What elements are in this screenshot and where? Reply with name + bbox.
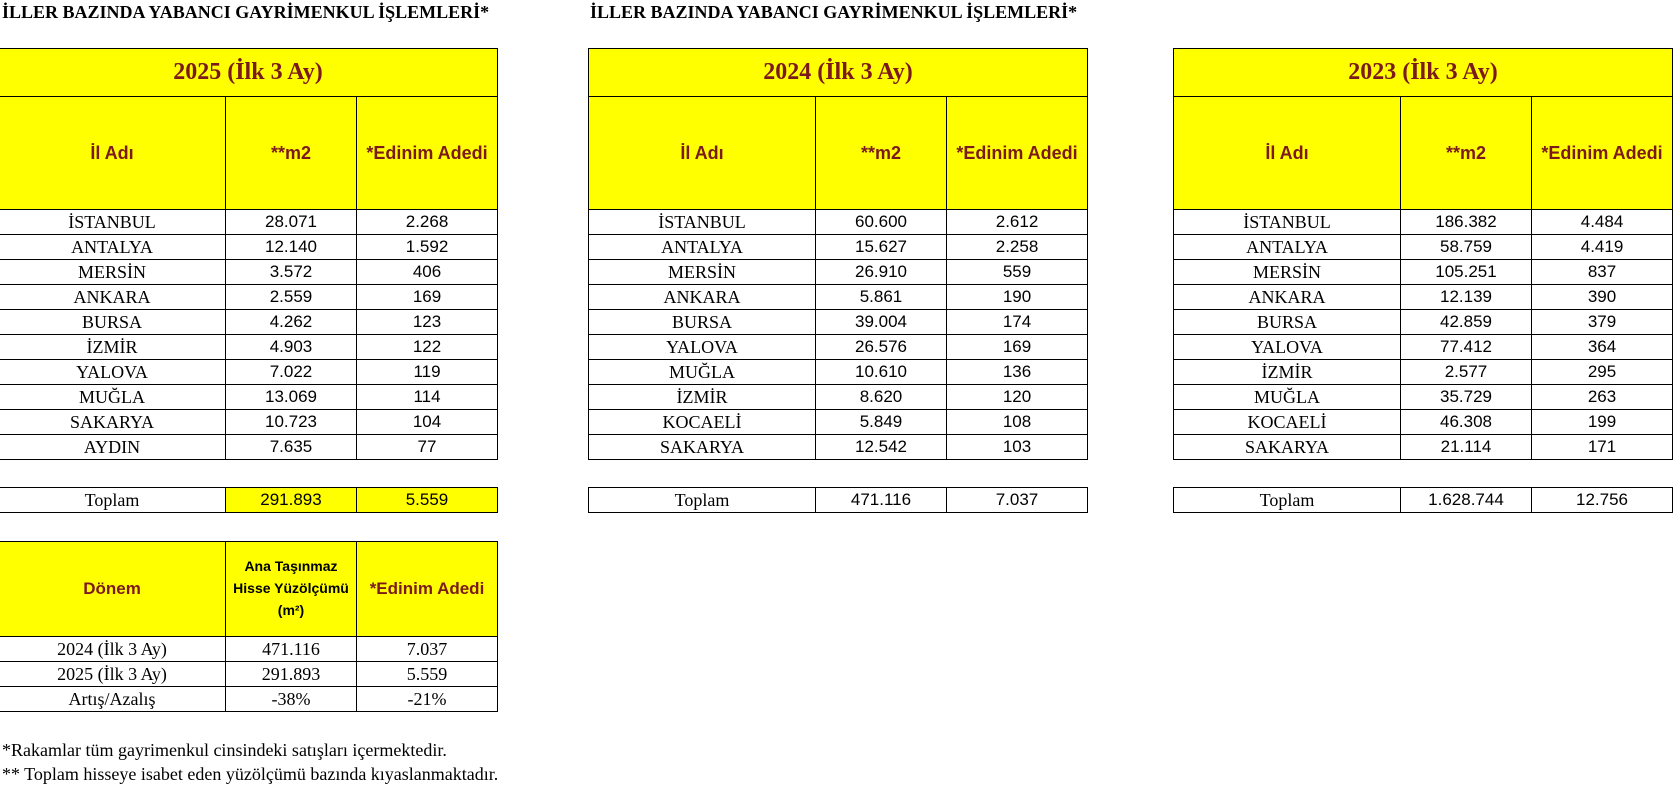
area-cell: 42.859 xyxy=(1401,310,1532,335)
count-cell: 77 xyxy=(357,435,498,460)
count-cell: 295 xyxy=(1532,360,1673,385)
total-area: 471.116 xyxy=(816,488,947,513)
province-cell: İZMİR xyxy=(0,335,226,360)
table-row xyxy=(1174,285,1673,310)
count-cell: 5.559 xyxy=(357,662,498,687)
area-cell: 58.759 xyxy=(1401,235,1532,260)
area-cell: 60.600 xyxy=(816,210,947,235)
province-cell: MUĞLA xyxy=(0,385,226,410)
table-row xyxy=(589,210,1088,235)
table-2024-total xyxy=(588,487,1088,513)
count-cell: 263 xyxy=(1532,385,1673,410)
table-row xyxy=(0,410,498,435)
col-header-area: **m2 xyxy=(816,97,947,210)
province-cell: İSTANBUL xyxy=(1174,210,1401,235)
count-cell: 199 xyxy=(1532,410,1673,435)
province-cell: BURSA xyxy=(1174,310,1401,335)
area-cell: 4.262 xyxy=(226,310,357,335)
table-row xyxy=(589,285,1088,310)
province-cell: ANKARA xyxy=(589,285,816,310)
count-cell: 406 xyxy=(357,260,498,285)
table-row xyxy=(589,360,1088,385)
table-row xyxy=(1174,360,1673,385)
area-cell: 10.723 xyxy=(226,410,357,435)
area-cell: 3.572 xyxy=(226,260,357,285)
province-cell: KOCAELİ xyxy=(589,410,816,435)
table-title: 2023 (İlk 3 Ay) xyxy=(1174,49,1673,97)
area-cell: 46.308 xyxy=(1401,410,1532,435)
table-row xyxy=(1174,410,1673,435)
count-cell: -21% xyxy=(357,687,498,712)
area-cell: 5.861 xyxy=(816,285,947,310)
count-cell: 104 xyxy=(357,410,498,435)
col-header-province: İl Adı xyxy=(0,97,226,210)
area-cell: 26.576 xyxy=(816,335,947,360)
total-label: Toplam xyxy=(589,488,816,513)
count-cell: 120 xyxy=(947,385,1088,410)
comparison-row xyxy=(0,687,498,712)
table-row xyxy=(589,385,1088,410)
col-header-area: **m2 xyxy=(1401,97,1532,210)
province-cell: İSTANBUL xyxy=(589,210,816,235)
area-cell: 2.559 xyxy=(226,285,357,310)
count-cell: 169 xyxy=(357,285,498,310)
comparison-row xyxy=(0,662,498,687)
count-cell: 390 xyxy=(1532,285,1673,310)
count-cell: 103 xyxy=(947,435,1088,460)
table-row xyxy=(589,410,1088,435)
table-2025 xyxy=(0,48,498,460)
page-heading-right: İLLER BAZINDA YABANCI GAYRİMENKUL İŞLEMLERİ* xyxy=(590,2,1078,22)
area-cell: 15.627 xyxy=(816,235,947,260)
footnote-1: *Rakamlar tüm gayrimenkul cinsindeki satışları içermektedir. xyxy=(2,740,447,760)
area-cell: 471.116 xyxy=(226,637,357,662)
table-row xyxy=(589,235,1088,260)
province-cell: KOCAELİ xyxy=(1174,410,1401,435)
area-cell: 4.903 xyxy=(226,335,357,360)
count-cell: 2.612 xyxy=(947,210,1088,235)
area-cell: 12.139 xyxy=(1401,285,1532,310)
period-cell: 2025 (İlk 3 Ay) xyxy=(0,662,226,687)
area-cell: 13.069 xyxy=(226,385,357,410)
province-cell: SAKARYA xyxy=(1174,435,1401,460)
area-cell: 39.004 xyxy=(816,310,947,335)
count-cell: 7.037 xyxy=(357,637,498,662)
area-cell: 21.114 xyxy=(1401,435,1532,460)
table-row xyxy=(589,335,1088,360)
table-body xyxy=(1174,210,1673,460)
table-row xyxy=(0,285,498,310)
col-header-province: İl Adı xyxy=(589,97,816,210)
area-cell: 7.635 xyxy=(226,435,357,460)
table-row xyxy=(0,335,498,360)
count-cell: 169 xyxy=(947,335,1088,360)
area-cell: 35.729 xyxy=(1401,385,1532,410)
count-cell: 837 xyxy=(1532,260,1673,285)
province-cell: MERSİN xyxy=(1174,260,1401,285)
count-cell: 4.419 xyxy=(1532,235,1673,260)
table-row xyxy=(1174,335,1673,360)
area-cell: 26.910 xyxy=(816,260,947,285)
table-row xyxy=(1174,435,1673,460)
total-label: Toplam xyxy=(1174,488,1401,513)
province-cell: ANKARA xyxy=(1174,285,1401,310)
area-cell: 2.577 xyxy=(1401,360,1532,385)
count-cell: 2.258 xyxy=(947,235,1088,260)
total-count: 12.756 xyxy=(1532,488,1673,513)
area-cell: 10.610 xyxy=(816,360,947,385)
area-cell: 77.412 xyxy=(1401,335,1532,360)
total-area: 291.893 xyxy=(226,488,357,513)
province-cell: MUĞLA xyxy=(589,360,816,385)
table-2023 xyxy=(1173,48,1673,460)
province-cell: ANTALYA xyxy=(589,235,816,260)
col-header-count: *Edinim Adedi xyxy=(1532,97,1673,210)
table-row xyxy=(1174,385,1673,410)
area-cell: 5.849 xyxy=(816,410,947,435)
table-row xyxy=(1174,260,1673,285)
count-cell: 1.592 xyxy=(357,235,498,260)
table-row xyxy=(0,310,498,335)
count-cell: 119 xyxy=(357,360,498,385)
col-header-area: **m2 xyxy=(226,97,357,210)
table-title: 2025 (İlk 3 Ay) xyxy=(0,49,498,97)
table-row xyxy=(1174,235,1673,260)
period-cell: Artış/Azalış xyxy=(0,687,226,712)
count-cell: 2.268 xyxy=(357,210,498,235)
province-cell: ANKARA xyxy=(0,285,226,310)
table-row xyxy=(0,360,498,385)
table-body xyxy=(589,210,1088,460)
province-cell: BURSA xyxy=(0,310,226,335)
total-label: Toplam xyxy=(0,488,226,513)
province-cell: SAKARYA xyxy=(589,435,816,460)
table-row xyxy=(0,385,498,410)
table-row xyxy=(1174,310,1673,335)
total-area: 1.628.744 xyxy=(1401,488,1532,513)
table-row xyxy=(589,310,1088,335)
province-cell: YALOVA xyxy=(589,335,816,360)
area-cell: 186.382 xyxy=(1401,210,1532,235)
province-cell: İZMİR xyxy=(1174,360,1401,385)
table-row xyxy=(589,260,1088,285)
col-header-count: *Edinim Adedi xyxy=(357,542,498,637)
count-cell: 379 xyxy=(1532,310,1673,335)
table-2023-total xyxy=(1173,487,1673,513)
count-cell: 123 xyxy=(357,310,498,335)
table-2024 xyxy=(588,48,1088,460)
col-header-count: *Edinim Adedi xyxy=(357,97,498,210)
province-cell: SAKARYA xyxy=(0,410,226,435)
province-cell: İZMİR xyxy=(589,385,816,410)
count-cell: 171 xyxy=(1532,435,1673,460)
area-cell: 28.071 xyxy=(226,210,357,235)
table-row xyxy=(589,435,1088,460)
col-header-count: *Edinim Adedi xyxy=(947,97,1088,210)
area-cell: -38% xyxy=(226,687,357,712)
count-cell: 190 xyxy=(947,285,1088,310)
count-cell: 559 xyxy=(947,260,1088,285)
province-cell: İSTANBUL xyxy=(0,210,226,235)
province-cell: BURSA xyxy=(589,310,816,335)
province-cell: ANTALYA xyxy=(1174,235,1401,260)
area-cell: 12.542 xyxy=(816,435,947,460)
area-cell: 12.140 xyxy=(226,235,357,260)
table-2025-total xyxy=(0,487,498,513)
comparison-row xyxy=(0,637,498,662)
count-cell: 114 xyxy=(357,385,498,410)
comparison-table xyxy=(0,541,498,712)
footnote-2: ** Toplam hisseye isabet eden yüzölçümü bazında kıyaslanmaktadır. xyxy=(2,764,499,784)
table-row xyxy=(1174,210,1673,235)
table-row xyxy=(0,260,498,285)
province-cell: MUĞLA xyxy=(1174,385,1401,410)
comparison-body xyxy=(0,637,498,712)
province-cell: YALOVA xyxy=(0,360,226,385)
total-count: 7.037 xyxy=(947,488,1088,513)
total-count: 5.559 xyxy=(357,488,498,513)
area-cell: 291.893 xyxy=(226,662,357,687)
table-body xyxy=(0,210,498,460)
province-cell: MERSİN xyxy=(589,260,816,285)
count-cell: 108 xyxy=(947,410,1088,435)
province-cell: MERSİN xyxy=(0,260,226,285)
table-row xyxy=(0,235,498,260)
count-cell: 4.484 xyxy=(1532,210,1673,235)
count-cell: 364 xyxy=(1532,335,1673,360)
province-cell: YALOVA xyxy=(1174,335,1401,360)
count-cell: 122 xyxy=(357,335,498,360)
period-cell: 2024 (İlk 3 Ay) xyxy=(0,637,226,662)
area-cell: 7.022 xyxy=(226,360,357,385)
count-cell: 174 xyxy=(947,310,1088,335)
col-header-period: Dönem xyxy=(0,542,226,637)
table-row xyxy=(0,210,498,235)
area-cell: 105.251 xyxy=(1401,260,1532,285)
page-heading-left: İLLER BAZINDA YABANCI GAYRİMENKUL İŞLEMLERİ* xyxy=(2,2,490,22)
area-cell: 8.620 xyxy=(816,385,947,410)
table-row xyxy=(0,435,498,460)
province-cell: AYDIN xyxy=(0,435,226,460)
province-cell: ANTALYA xyxy=(0,235,226,260)
count-cell: 136 xyxy=(947,360,1088,385)
table-title: 2024 (İlk 3 Ay) xyxy=(589,49,1088,97)
col-header-main-area: Ana Taşınmaz Hisse Yüzölçümü (m²) xyxy=(226,542,357,637)
col-header-province: İl Adı xyxy=(1174,97,1401,210)
